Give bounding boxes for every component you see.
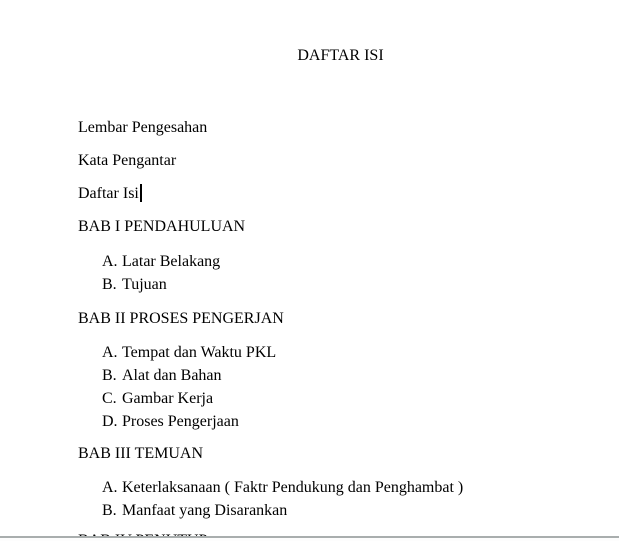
toc-entry-text: Daftar Isi <box>78 185 139 202</box>
toc-item-text: Gambar Kerja <box>122 390 214 407</box>
list-marker: B. <box>102 367 117 384</box>
toc-item-text: Alat dan Bahan <box>122 367 222 384</box>
toc-item-manfaat-yang-disarankan[interactable] <box>78 499 603 522</box>
toc-item-text: Manfaat yang Disarankan <box>122 502 288 519</box>
list-marker: B. <box>102 276 117 293</box>
toc-item-gambar-kerja[interactable] <box>78 387 603 410</box>
toc-item-tujuan[interactable] <box>78 273 603 296</box>
toc-entry-daftar-isi[interactable] <box>78 182 603 205</box>
toc-heading-bab-iii[interactable] <box>78 442 603 465</box>
toc-item-text: Keterlaksanaan ( Faktr Pendukung dan Penghambat ) <box>122 479 464 496</box>
toc-heading-text: BAB II PROSES PENGERJAN <box>78 310 284 327</box>
toc-heading-text: BAB I PENDAHULUAN <box>78 218 246 235</box>
toc-item-text: Proses Pengerjaan <box>122 413 239 430</box>
toc-entry-text: Lembar Pengesahan <box>78 119 208 136</box>
list-marker: A. <box>102 479 118 496</box>
toc-item-tempat-dan-waktu-pkl[interactable] <box>78 341 603 364</box>
list-marker: D. <box>102 413 118 430</box>
toc-heading-text: BAB III TEMUAN <box>78 445 204 462</box>
toc-item-alat-dan-bahan[interactable] <box>78 364 603 387</box>
doc-title-text: DAFTAR ISI <box>297 47 384 64</box>
toc-item-text: Tempat dan Waktu PKL <box>122 344 277 361</box>
toc-entry-lembar-pengesahan[interactable] <box>78 116 603 139</box>
list-marker: A. <box>102 253 118 270</box>
list-marker: C. <box>102 390 117 407</box>
toc-item-text: Tujuan <box>122 276 167 293</box>
list-marker: B. <box>102 502 117 519</box>
toc-item-latar-belakang[interactable] <box>78 250 603 273</box>
text-caret <box>140 184 142 202</box>
toc-entry-kata-pengantar[interactable] <box>78 149 603 172</box>
toc-item-keterlaksanaan[interactable] <box>78 476 603 499</box>
list-marker: A. <box>102 344 118 361</box>
page-bottom-divider <box>0 536 619 538</box>
toc-heading-bab-i[interactable] <box>78 215 603 238</box>
toc-entry-text: Kata Pengantar <box>78 152 177 169</box>
doc-title[interactable] <box>78 44 603 67</box>
toc-item-proses-pengerjaan[interactable] <box>78 410 603 433</box>
toc-item-text: Latar Belakang <box>122 253 221 270</box>
toc-heading-bab-ii[interactable] <box>78 307 603 330</box>
